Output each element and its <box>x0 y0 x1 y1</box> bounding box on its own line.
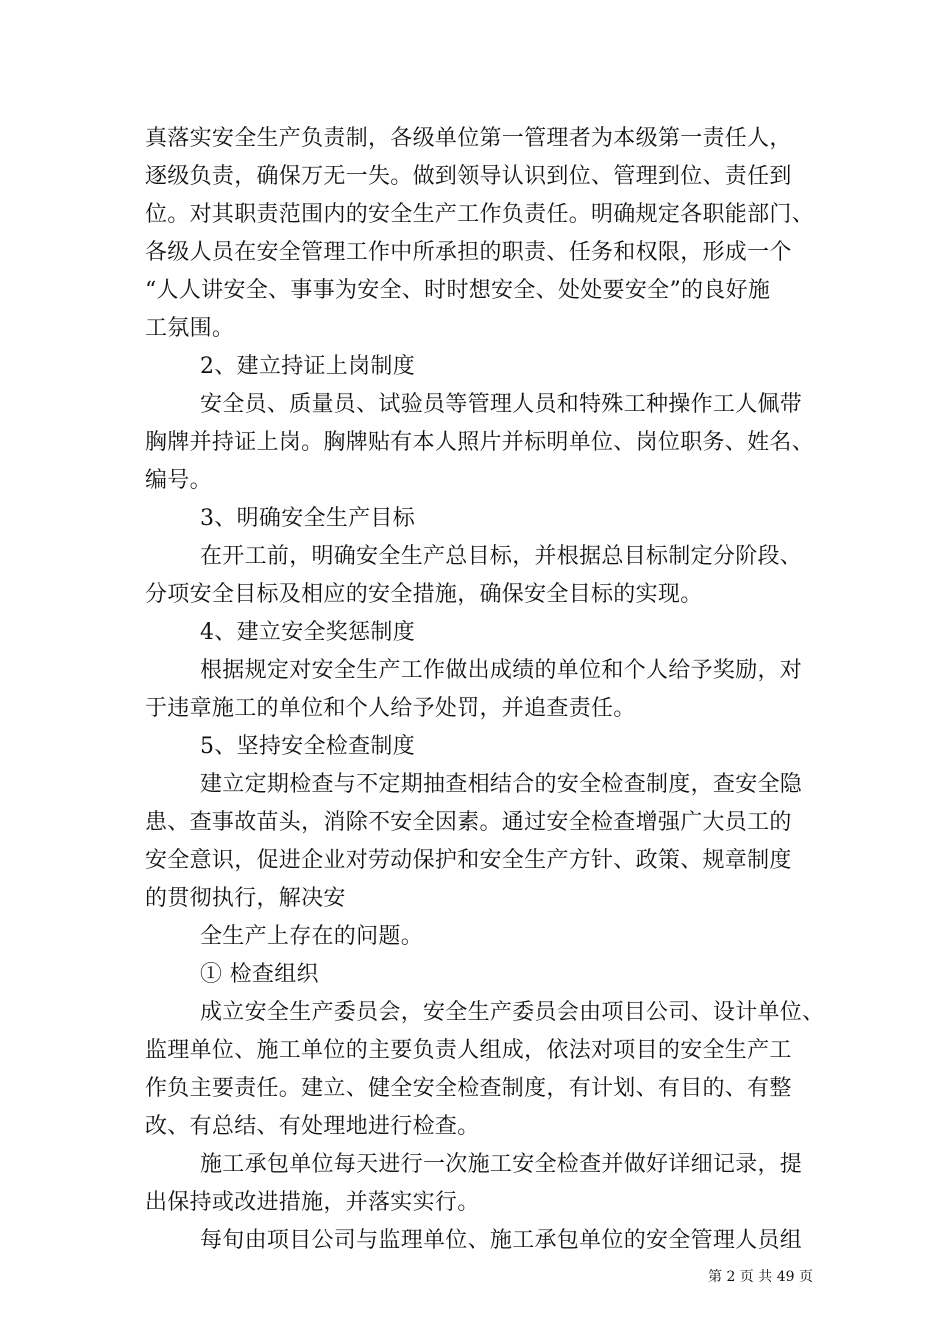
subsection-heading: ① 检查组织 <box>200 962 319 987</box>
section-heading: 3、明确安全生产目标 <box>200 506 415 531</box>
body-text-line: 成立安全生产委员会，安全生产委员会由项目公司、设计单位、 <box>200 1000 825 1025</box>
body-text-line: 逐级负责，确保万无一失。做到领导认识到位、管理到位、责任到 <box>145 164 792 189</box>
body-text-line: 根据规定对安全生产工作做出成绩的单位和个人给予奖励，对 <box>200 658 803 683</box>
body-text-line: 监理单位、施工单位的主要负责人组成，依法对项目的安全生产工 <box>145 1038 792 1063</box>
body-text-line: 全生产上存在的问题。 <box>200 924 424 949</box>
body-text-line: 安全员、质量员、试验员等管理人员和特殊工种操作工人佩带 <box>200 392 803 417</box>
body-text-line: 改、有总结、有处理地进行检查。 <box>145 1114 480 1139</box>
body-text-line: 于违章施工的单位和个人给予处罚，并追查责任。 <box>145 696 636 721</box>
body-text-line: 真落实安全生产负责制，各级单位第一管理者为本级第一责任人， <box>145 126 792 151</box>
body-text-line: 编号。 <box>145 468 212 493</box>
body-text-line: 作负主要责任。建立、健全安全检查制度，有计划、有目的、有整 <box>145 1076 792 1101</box>
page-number-footer: 第 2 页 共 49 页 <box>708 1269 813 1285</box>
body-text-line: 患、查事故苗头，消除不安全因素。通过安全检查增强广大员工的 <box>145 810 792 835</box>
body-text-line: 位。对其职责范围内的安全生产工作负责任。明确规定各职能部门、 <box>145 202 815 227</box>
section-heading: 5、坚持安全检查制度 <box>200 734 415 759</box>
section-heading: 4、建立安全奖惩制度 <box>200 620 415 645</box>
body-text-line: 建立定期检查与不定期抽查相结合的安全检查制度，查安全隐 <box>200 772 803 797</box>
body-text-line: “人人讲安全、事事为安全、时时想安全、处处要安全”的良好施 <box>145 278 771 303</box>
body-text-line: 工氛围。 <box>145 316 235 341</box>
body-text-line: 施工承包单位每天进行一次施工安全检查并做好详细记录，提 <box>200 1152 803 1177</box>
section-heading: 2、建立持证上岗制度 <box>200 354 415 379</box>
body-text-line: 每旬由项目公司与监理单位、施工承包单位的安全管理人员组 <box>200 1228 803 1253</box>
body-text-line: 安全意识，促进企业对劳动保护和安全生产方针、政策、规章制度 <box>145 848 792 873</box>
body-text-line: 在开工前，明确安全生产总目标，并根据总目标制定分阶段、 <box>200 544 803 569</box>
body-text-line: 的贯彻执行，解决安 <box>145 886 346 911</box>
body-text-line: 出保持或改进措施，并落实实行。 <box>145 1190 480 1215</box>
body-text-line: 胸牌并持证上岗。胸牌贴有本人照片并标明单位、岗位职务、姓名、 <box>145 430 815 455</box>
body-text-line: 各级人员在安全管理工作中所承担的职责、任务和权限，形成一个 <box>145 240 792 265</box>
body-text-line: 分项安全目标及相应的安全措施，确保安全目标的实现。 <box>145 582 703 607</box>
